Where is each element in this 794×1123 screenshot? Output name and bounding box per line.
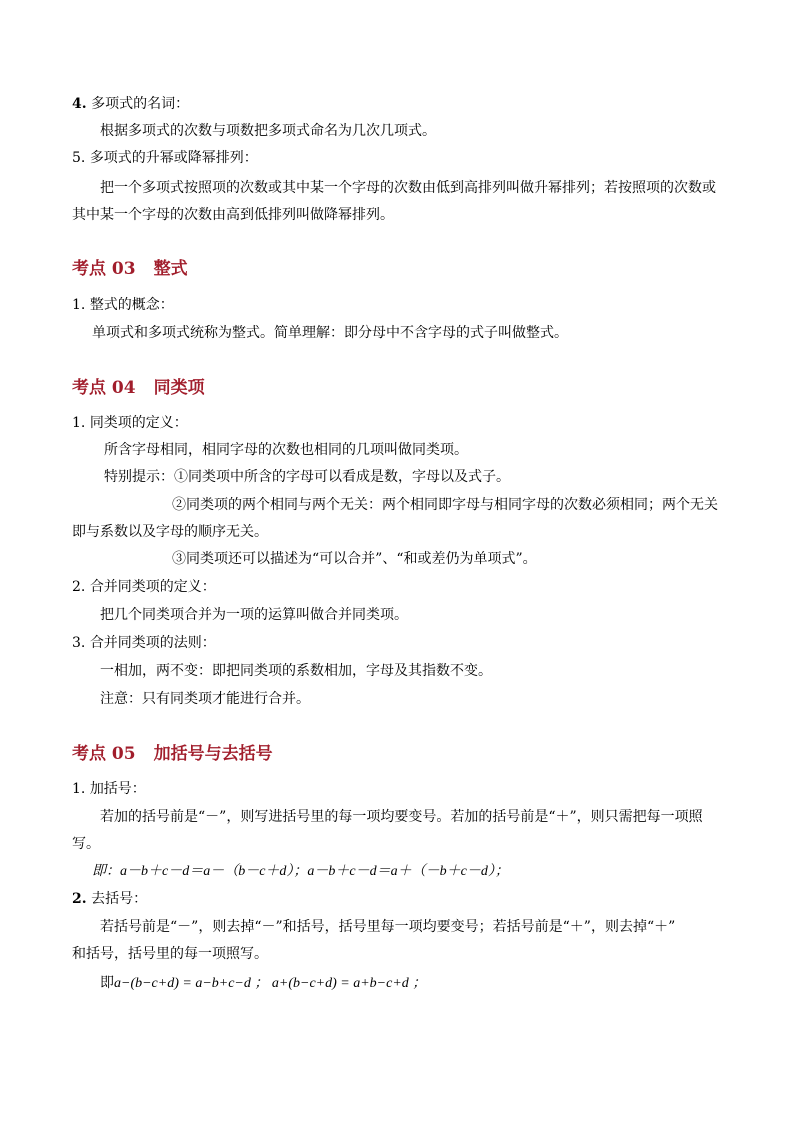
kp05-item-1-body-line-1: 若加的括号前是“－”，则写进括号里的每一项均要变号。若加的括号前是“＋”，则只需把每一项照 bbox=[100, 809, 703, 825]
kp04-item-2-body: 把几个同类项合并为一项的运算叫做合并同类项。 bbox=[100, 607, 408, 623]
example-formula: a−(b−c+d) = a−b+c−d ； a+(b−c+d) = a+b−c+d ； bbox=[114, 976, 427, 991]
item-5-heading bbox=[72, 148, 258, 168]
kp04-item-3-body: 一相加，两不变：即把同类项的系数相加，字母及其指数不变。 bbox=[100, 663, 492, 679]
kp04-item-2-heading bbox=[72, 577, 216, 597]
section-heading-kp03 bbox=[72, 257, 188, 281]
kp05-item-1-heading bbox=[72, 779, 146, 799]
example-prefix: 即 bbox=[100, 975, 114, 991]
kp04-item-3-heading bbox=[72, 633, 216, 653]
kp05-item-2-body-line-2: 和括号，括号里的每一项照写。 bbox=[72, 946, 268, 962]
item-5-body-line-2: 其中某一个字母的次数由高到低排列叫做降幂排列。 bbox=[72, 207, 394, 223]
kp04-tip-2-line-1: ②同类项的两个相同与两个无关：两个相同即字母与相同字母的次数必须相同；两个无关 bbox=[172, 497, 718, 513]
item-title: 加括号： bbox=[89, 781, 146, 797]
section-label: 考点 04 bbox=[72, 378, 136, 398]
item-number: 3. bbox=[72, 635, 86, 651]
section-label: 考点 03 bbox=[72, 259, 136, 279]
item-number: 1. bbox=[72, 415, 86, 431]
item-title: 同类项的定义： bbox=[89, 415, 188, 431]
kp04-item-1-heading bbox=[72, 413, 188, 433]
kp05-item-2-example-line bbox=[100, 973, 426, 994]
kp04-tip-3: ③同类项还可以描述为“可以合并”、“和或差仍为单项式”。 bbox=[172, 551, 537, 567]
kp05-item-2-body-line-1: 若括号前是“－”，则去掉“－”和括号，括号里每一项均要变号；若括号前是“＋”，则去掉“＋” bbox=[100, 919, 676, 935]
section-title: 同类项 bbox=[153, 378, 205, 398]
item-number: 5. bbox=[72, 150, 86, 166]
item-title: 合并同类项的法则： bbox=[89, 635, 216, 651]
section-heading-kp04 bbox=[72, 376, 205, 400]
item-title: 整式的概念： bbox=[89, 297, 174, 313]
item-number: 4. bbox=[72, 96, 87, 112]
item-title: 合并同类项的定义： bbox=[89, 579, 216, 595]
kp05-item-2-heading bbox=[72, 889, 147, 909]
kp04-tip-1: 特别提示：①同类项中所含的字母可以看成是数，字母以及式子。 bbox=[104, 469, 510, 485]
item-title: 多项式的升幂或降幂排列： bbox=[89, 150, 258, 166]
kp05-item-1-body-line-2: 写。 bbox=[72, 836, 100, 852]
item-title: 多项式的名词： bbox=[91, 96, 190, 112]
section-heading-kp05 bbox=[72, 742, 273, 766]
item-number: 2. bbox=[72, 891, 87, 907]
item-number: 1. bbox=[72, 781, 86, 797]
kp05-item-1-example: 即：a－b＋c－d＝a－（b－c＋d）；a－b＋c－d＝a＋（－b＋c－d）； bbox=[92, 864, 509, 879]
kp04-tip-2-line-2: 即与系数以及字母的顺序无关。 bbox=[72, 524, 268, 540]
section-title: 整式 bbox=[153, 259, 188, 279]
kp04-item-1-body: 所含字母相同，相同字母的次数也相同的几项叫做同类项。 bbox=[104, 442, 468, 458]
kp03-item-1-body: 单项式和多项式统称为整式。简单理解：即分母中不含字母的式子叫做整式。 bbox=[92, 325, 568, 341]
item-number: 2. bbox=[72, 579, 86, 595]
item-number: 1. bbox=[72, 297, 86, 313]
section-title: 加括号与去括号 bbox=[153, 744, 273, 764]
kp04-item-3-note: 注意：只有同类项才能进行合并。 bbox=[100, 691, 310, 707]
item-title: 去括号： bbox=[91, 891, 148, 907]
section-label: 考点 05 bbox=[72, 744, 136, 764]
item-4-body: 根据多项式的次数与项数把多项式命名为几次几项式。 bbox=[100, 123, 436, 139]
item-4-heading bbox=[72, 94, 189, 114]
item-5-body-line-1: 把一个多项式按照项的次数或其中某一个字母的次数由低到高排列叫做升幂排列；若按照项的次数或 bbox=[100, 180, 716, 196]
kp03-item-1-heading bbox=[72, 295, 174, 315]
